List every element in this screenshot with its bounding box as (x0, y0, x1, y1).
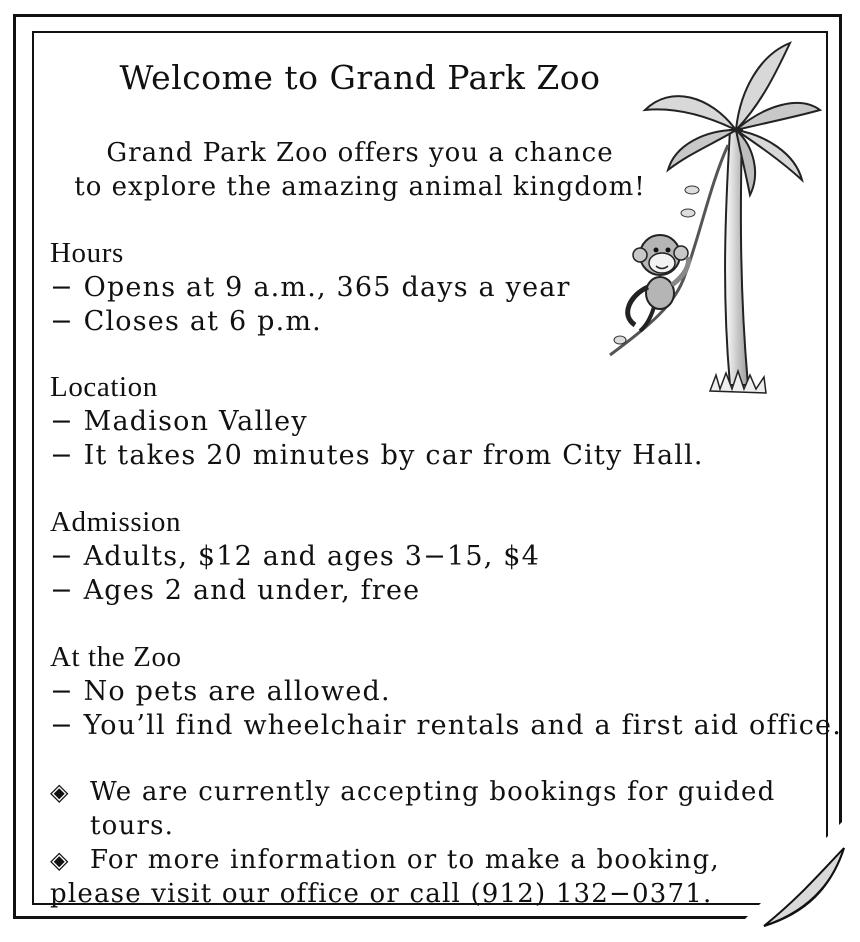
diamond-bullet-icon: ◈ (50, 846, 70, 874)
section-item: − Opens at 9 a.m., 365 days a year (50, 272, 571, 303)
note-text: For more information or to make a booking, (90, 845, 720, 875)
intro-line: Grand Park Zoo offers you a chance (106, 138, 614, 168)
section-hours (50, 236, 571, 339)
section-heading: Admission (50, 506, 182, 538)
note-tours (50, 775, 860, 843)
section-heading: Location (50, 371, 158, 403)
notes (50, 775, 860, 911)
section-item: − You’ll find wheelchair rentals and a first aid office. (50, 710, 842, 741)
section-item: − It takes 20 minutes by car from City Hall. (50, 440, 704, 471)
section-at-the-zoo (50, 640, 842, 743)
section-item: − Adults, $12 and ages 3−15, $4 (50, 541, 541, 572)
note-contact (50, 843, 860, 877)
section-item: − Ages 2 and under, free (50, 575, 421, 606)
section-heading: At the Zoo (50, 641, 182, 673)
section-item: − Madison Valley (50, 406, 308, 437)
section-item: − No pets are allowed. (50, 676, 391, 707)
section-location (50, 370, 704, 473)
section-admission (50, 505, 540, 608)
note-text: please visit our office or call (912) 132−0371. (50, 879, 713, 909)
intro-text (0, 136, 720, 204)
note-text: We are currently accepting bookings for guided tours. (90, 777, 776, 841)
diamond-bullet-icon: ◈ (50, 778, 70, 806)
section-heading: Hours (50, 237, 124, 269)
section-item: − Closes at 6 p.m. (50, 306, 322, 337)
intro-line: to explore the amazing animal kingdom! (74, 172, 646, 202)
note-contact-continued (50, 877, 860, 911)
page-title: Welcome to Grand Park Zoo (119, 58, 601, 97)
